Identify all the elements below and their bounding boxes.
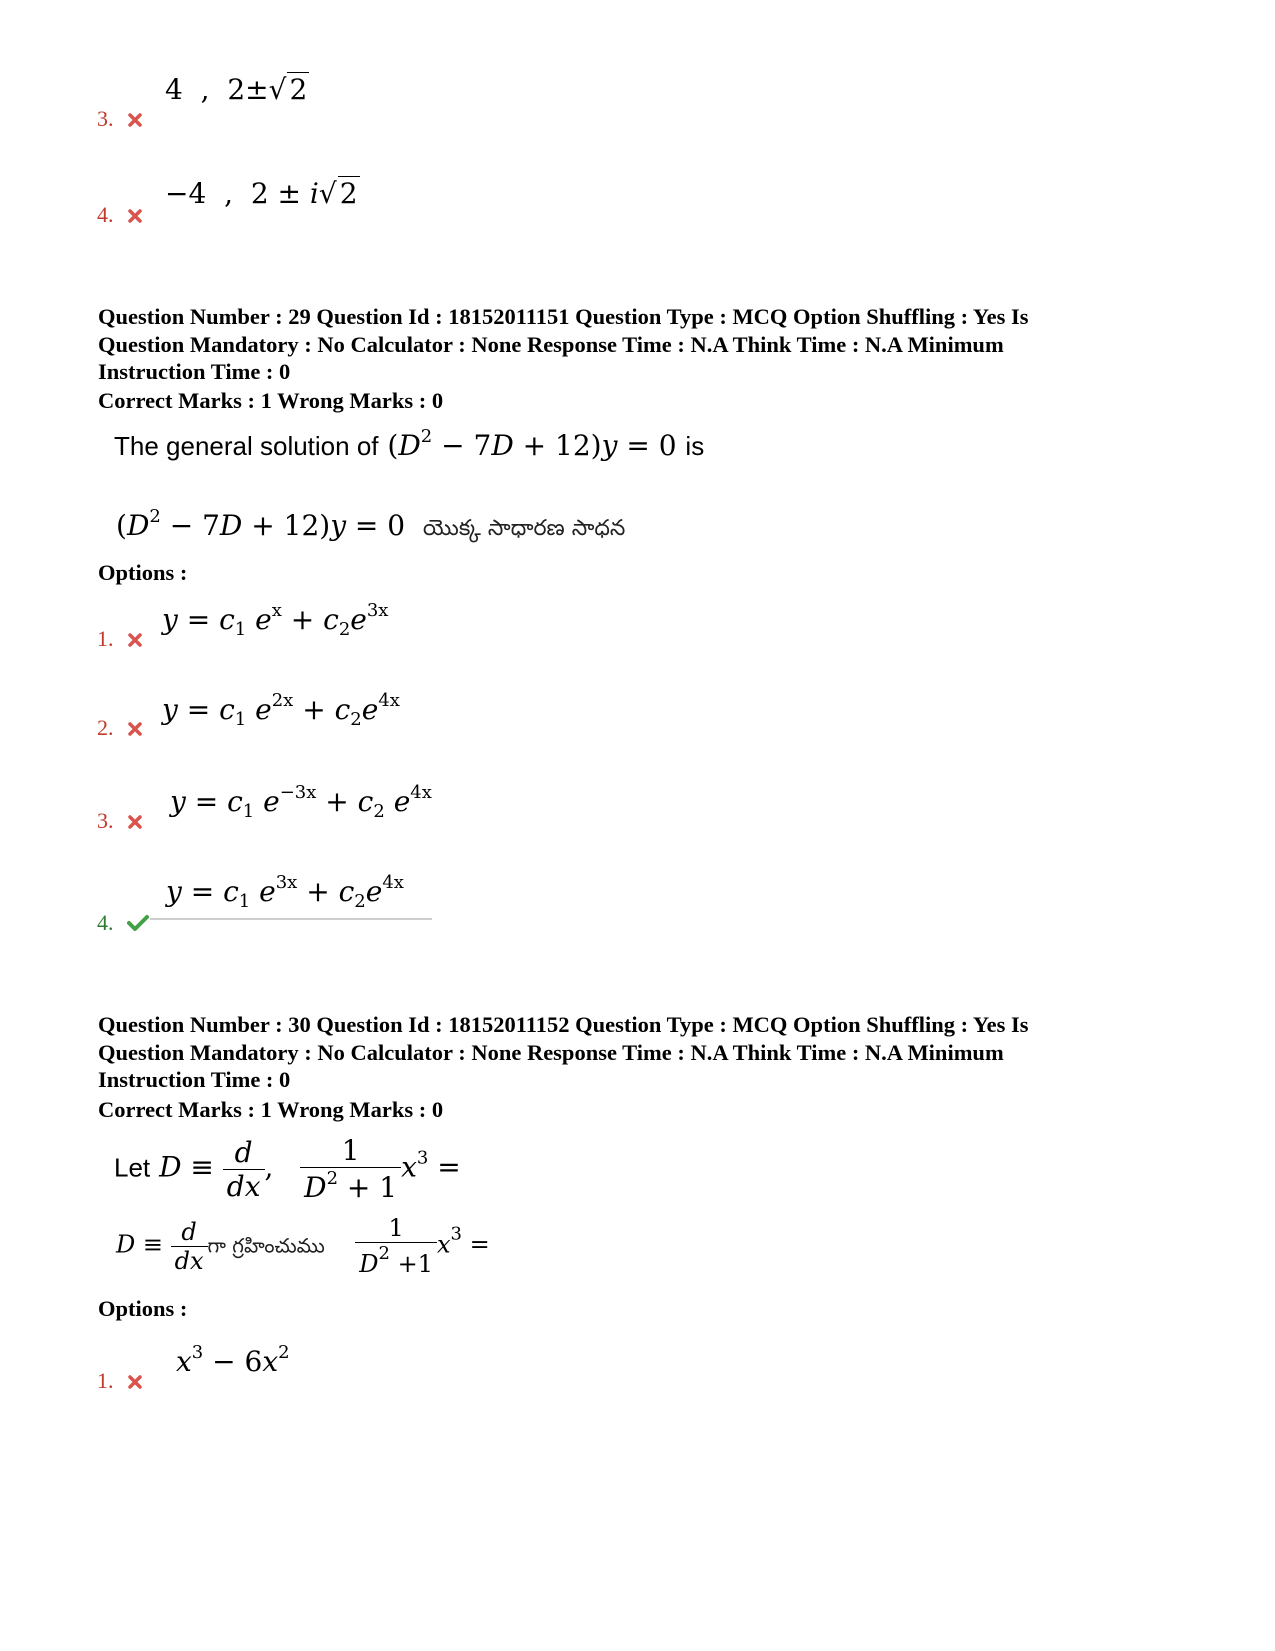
q29-option-4-formula: $y = c_1$ $e^{3x} + c_2e^{4x}$ [166,872,404,912]
cross-icon [127,717,143,743]
q29-marks: Correct Marks : 1 Wrong Marks : 0 [98,388,444,413]
prev-option-4: 4. [97,202,143,230]
q29-options-label: Options : [98,560,188,585]
cross-icon [127,1370,143,1396]
q29-meta: Question Number : 29 Question Id : 18152011151 Question Type : MCQ Option Shuffling : Yes Is Question Mandatory : No Calculator : None Response Time : N.A Think Time : N.A Minimum Instruction Time : 0 [98,304,1029,384]
q29-option-1-formula: $y = c_1$ $e^x + c_2e^{3x}$ [162,600,389,640]
cross-icon [127,628,143,654]
cross-icon [127,810,143,836]
correct-option-underline [150,918,432,920]
prev-option-4-formula: −4 , 2 ± i√ 2 [165,177,358,210]
q29-option-2: 2. [97,715,143,743]
q30-stem-english: Let D ≡ $\frac{d}{dx}$ , $\frac{1}{D^2 + 1}$ $x^3$ = [114,1134,461,1204]
q30-stem-telugu: D ≡ $\frac{d}{dx}$ గా గ్రహించుము $\frac{1}{D^2 +1}$ $x^3$ = [116,1214,490,1278]
prev-option-3-formula: 4 , 2±√ 2 [165,73,308,106]
cross-icon [127,108,143,134]
q30-option-1: 1. [97,1368,143,1396]
prev-option-3: 3. [97,106,143,134]
q29-option-2-formula: $y = c_1$ $e^{2x} + c_2e^{4x}$ [162,690,400,730]
cross-icon [127,204,143,230]
q29-stem-telugu: $(D^2 - 7D + 12)y = 0$ యొక్క సాధారణ సాధన [116,506,626,542]
q29-option-3: 3. [97,808,143,836]
q30-marks: Correct Marks : 1 Wrong Marks : 0 [98,1097,444,1122]
q29-option-4: 4. [97,910,149,938]
q29-option-1: 1. [97,626,143,654]
q30-meta: Question Number : 30 Question Id : 18152011152 Question Type : MCQ Option Shuffling : Yes Is Question Mandatory : No Calculator : None Response Time : N.A Think Time : N.A Minimum Instruction Time : 0 [98,1012,1029,1092]
q30-option-1-formula: $x^3 - 6x^2$ [176,1342,290,1378]
check-icon [127,912,149,938]
q29-option-3-formula: $y = c_1$ $e^{-3x} + c_2$ $e^{4x}$ [170,782,432,822]
q30-options-label: Options : [98,1296,188,1321]
q29-stem-english: The general solution of $(D^2 - 7D + 12)y = 0$ is [114,426,705,462]
